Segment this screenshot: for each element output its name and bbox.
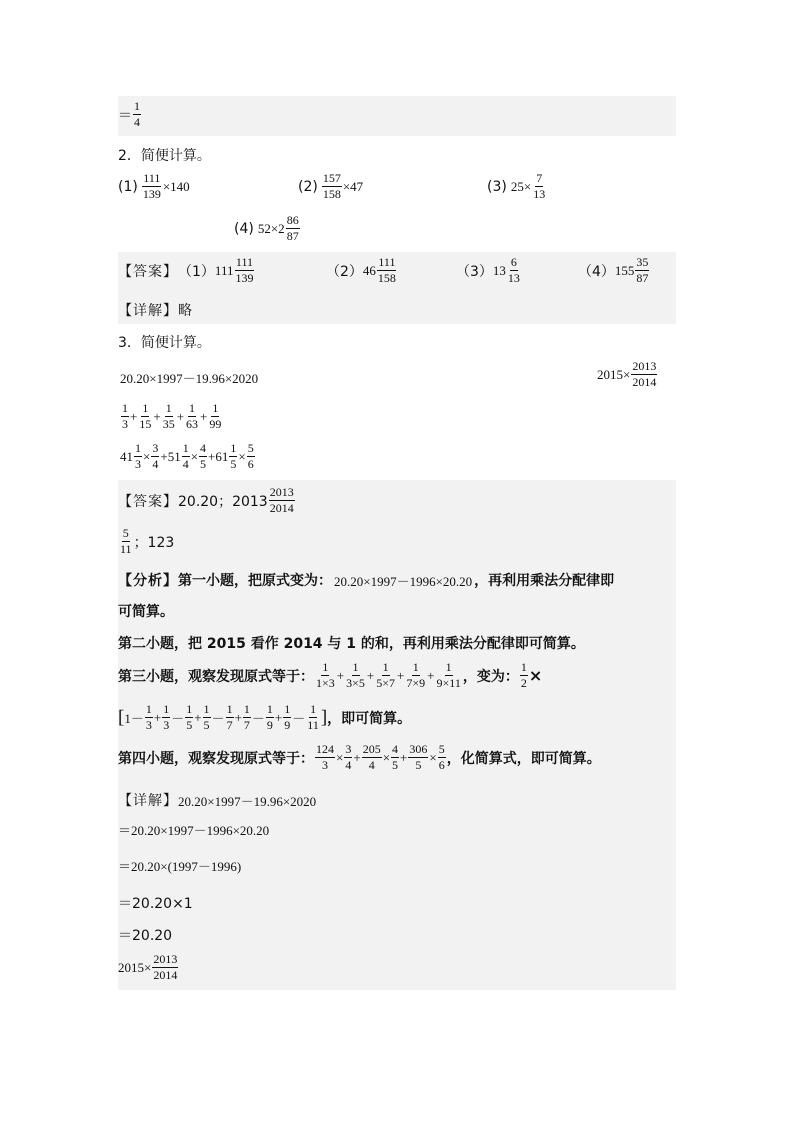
q2-part-4: (4) 52×2 86 87 — [234, 213, 299, 243]
fraction: $\frac{1}{99}$ — [209, 401, 222, 431]
fraction: $\frac{3}{4}$ — [152, 441, 159, 471]
fraction: $\frac{157}{158}$ — [322, 171, 341, 201]
fraction: 111 158 — [377, 255, 396, 285]
right-bracket: ] — [320, 706, 328, 728]
answer-block-shade-3 — [118, 480, 676, 990]
analysis-line-6: 第四小题，观察发现原式等于： $\frac{124}{3}$ × $\frac{3}{4}$ + $\frac{205}{4}$ × $\frac{4}{5}$ + $\frac{306}{5}$ × $\frac{5}{6}$ ，化简算式，即可简算。 — [118, 742, 601, 772]
answer-2-part-3: （3） 13 6 13 — [456, 255, 520, 285]
fraction: 1 3 — [122, 401, 128, 431]
fraction: $\frac{1}{5\times 7}$ — [376, 660, 396, 690]
fraction: $\frac{1}{3}$ — [163, 702, 170, 732]
fraction: $\frac{1}{5}$ — [203, 702, 210, 732]
q3-expr-3: 1 3 + $\frac{1}{15}$ + $\frac{1}{35}$ + $\frac{1}{63}$ + $\frac{1}{99}$ — [122, 401, 222, 431]
fraction: 1 9 — [266, 702, 273, 732]
left-bracket: [ — [118, 706, 125, 728]
fraction: $\frac{1}{9}$ — [284, 702, 291, 732]
q2-part-1: (1) $\frac{111}{139}$ ×140 — [118, 171, 190, 201]
question-2-title: 2．简便计算。 — [118, 148, 211, 164]
answer-3: 【答案】 20.20；2013 2013 2014 — [118, 485, 294, 515]
detail-3-line-5: ＝20.20 — [118, 928, 173, 944]
analysis-line-2: 可简算。 — [118, 604, 174, 620]
q2-part-2: (2) $\frac{157}{158}$ ×47 — [298, 171, 364, 201]
fraction: 1 4 — [134, 99, 140, 129]
detail-2: 【详解】 略 — [118, 300, 192, 320]
fraction: 111 139 — [235, 255, 254, 285]
answer-block-shade-1 — [118, 96, 676, 136]
fraction: 1 1×3 — [316, 660, 335, 690]
detail-label: 【详解】 — [118, 793, 178, 809]
fraction: $\frac{1}{35}$ — [162, 401, 175, 431]
fraction: 1 5 — [186, 702, 193, 732]
fraction: 1 7 — [226, 702, 233, 732]
fraction: $\frac{4}{5}$ — [392, 742, 399, 772]
analysis-line-5: [ 1－ 1 3 + $\frac{1}{3}$ － 1 5 + $\frac{1}{5}$ － 1 7 + $\frac{1}{7}$ － 1 9 + $\frac{1}{9}$ － 1 11 ] ，即可简算。 — [118, 702, 412, 732]
fraction: $\frac{1}{63}$ — [186, 401, 199, 431]
result-line — [118, 100, 142, 129]
analysis-label: 【分析】 — [118, 573, 178, 589]
fraction: $\frac{7}{13}$ — [533, 171, 546, 201]
q2-part-3: (3) 25× $\frac{7}{13}$ — [487, 171, 546, 201]
answer-label: 【答案】 — [118, 493, 178, 510]
q3-expr-4: 41 $\frac{1}{3}$ × $\frac{3}{4}$ + 51 $\frac{1}{4}$ × $\frac{4}{5}$ + 61 $\frac{1}{5}$ × $\frac{5}{6}$ — [120, 441, 254, 471]
fraction: 2013 2014 — [269, 485, 294, 515]
answer-2-part-2: （2） 46 111 158 — [326, 255, 396, 285]
fraction: $\frac{1}{7\times 9}$ — [406, 660, 426, 690]
fraction: 1 11 — [307, 702, 319, 732]
fraction: $\frac{1}{3}$ — [135, 441, 141, 471]
fraction: 86 87 — [286, 213, 299, 243]
fraction: $\frac{1}{3\times 5}$ — [346, 660, 365, 690]
detail-label: 【详解】 — [118, 303, 178, 319]
q3-expr-1: 20.20×1997－19.96×2020 — [120, 371, 259, 386]
fraction: 6 13 — [507, 255, 520, 285]
detail-3-line-6: 2015× $\frac{2013}{2014}$ — [118, 952, 178, 982]
fraction: $\frac{4}{5}$ — [200, 441, 207, 471]
fraction: $\frac{1}{2}$ — [520, 660, 527, 690]
fraction: $\frac{2013}{2014}$ — [632, 359, 657, 389]
fraction: $\frac{1}{4}$ — [182, 441, 189, 471]
analysis-line-3: 第二小题，把 2015 看作 2014 与 1 的和，再利用乘法分配律即可简算。 — [118, 636, 585, 652]
fraction: $\frac{2013}{2014}$ — [153, 952, 178, 982]
detail-3-line-4: ＝20.20×1 — [118, 896, 193, 912]
fraction: $\frac{5}{6}$ — [247, 441, 254, 471]
question-3-title: 3．简便计算。 — [118, 335, 211, 351]
fraction: $\frac{124}{3}$ — [316, 742, 334, 772]
answer-2: 【答案】 （1） 111 111 139 — [118, 255, 254, 285]
answer-3-line-2: 5 11 ；123 — [120, 526, 175, 556]
fraction: $\frac{1}{9\times 11}$ — [436, 660, 461, 690]
answer-label: 【答案】 — [118, 263, 178, 280]
fraction: $\frac{111}{139}$ — [142, 171, 161, 201]
detail-3-line-3: ＝20.20×(1997－1996) — [118, 859, 242, 874]
fraction: $\frac{1}{5}$ — [230, 441, 237, 471]
q3-expr-2: 2015× $\frac{2013}{2014}$ — [597, 359, 657, 389]
fraction: 35 87 — [636, 255, 649, 285]
answer-2-part-4: （4） 155 35 87 — [578, 255, 649, 285]
detail-3-line-2: ＝20.20×1997－1996×20.20 — [118, 823, 270, 838]
fraction: $\frac{5}{6}$ — [438, 742, 445, 772]
fraction: $\frac{1}{15}$ — [139, 401, 152, 431]
fraction: 1 3 — [145, 702, 152, 732]
fraction: $\frac{3}{4}$ — [345, 742, 352, 772]
analysis-line-1: 【分析】 第一小题，把原式变为： 20.20×1997－1996×20.20 ，再利用乘法分配律即 — [118, 570, 614, 590]
detail-3-line-1: 【详解】 20.20×1997－19.96×2020 — [118, 790, 316, 810]
fraction: $\frac{205}{4}$ — [362, 742, 381, 772]
equals-sign: ＝ — [118, 107, 132, 124]
analysis-line-4: 第三小题，观察发现原式等于： 1 1×3 + $\frac{1}{3\times 5}$ + $\frac{1}{5\times 7}$ + $\frac{1}{7\times 9}$ + $\frac{1}{9\times 11}$ ，变为： $\frac{1}{2}$ × — [118, 660, 543, 690]
fraction: 5 11 — [120, 526, 132, 556]
fraction: $\frac{1}{7}$ — [243, 702, 250, 732]
fraction: $\frac{306}{5}$ — [409, 742, 428, 772]
